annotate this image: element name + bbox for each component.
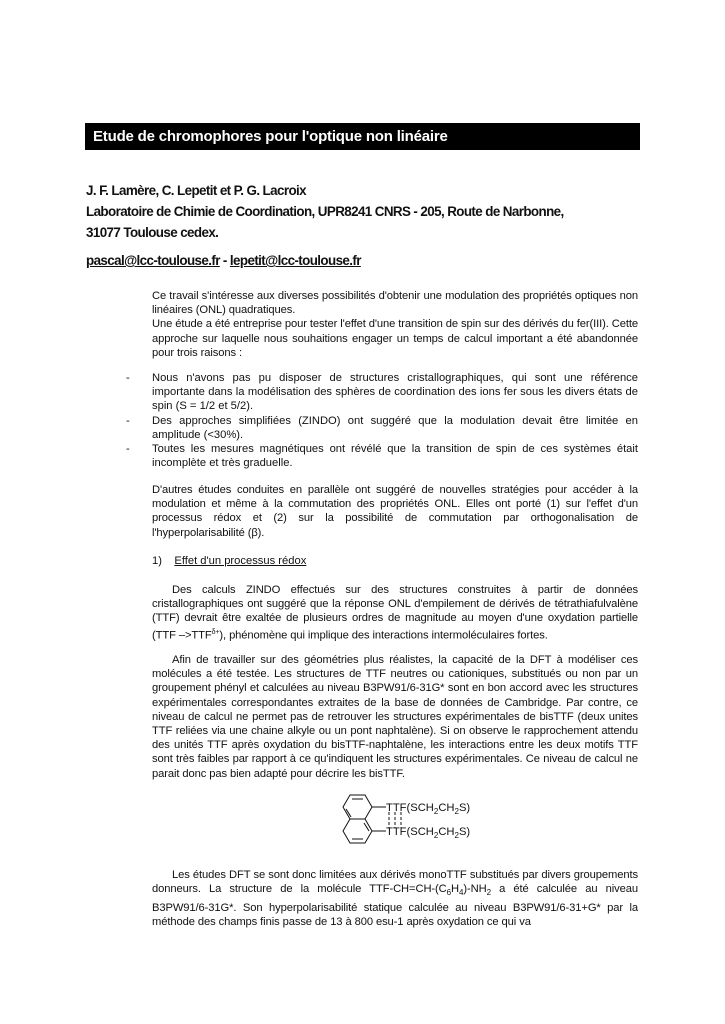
email-separator: - — [219, 253, 230, 268]
document-title-bar — [85, 123, 640, 150]
list-item-text: Toutes les mesures magnétiques ont révélé que la transition de spin de ces systèmes était incomplète et très graduelle. — [152, 443, 638, 470]
bullet-dash: - — [126, 414, 130, 427]
list-item-text: Des approches simplifiées (ZINDO) ont suggéré que la modulation devait être limitée en amplitude (<30%). — [152, 414, 638, 441]
reasons-list — [126, 371, 638, 470]
delta-charge: δ+ — [211, 628, 220, 636]
contact-emails — [86, 253, 361, 268]
subscript: 6 — [446, 888, 452, 898]
section-title: Effet d'un processus rédox — [174, 555, 307, 567]
intro-block — [152, 289, 638, 360]
ttf-cation-label: TTF — [191, 629, 212, 642]
bis-ttf-naphthalene-diagram — [330, 788, 490, 856]
document-title: Etude de chromophores pour l'optique non linéaire — [93, 128, 448, 145]
laboratory-address: Laboratoire de Chimie de Coordination, UPR8241 CNRS - 205, Route de Narbonne, — [86, 204, 564, 219]
laboratory-city: 31077 Toulouse cedex. — [86, 225, 219, 240]
authors-names: J. F. Lamère, C. Lepetit et P. G. Lacroix — [86, 183, 306, 198]
intro-paragraph-2: Une étude a été entreprise pour tester l'effet d'une transition de spin sur des dérivés du fer(III). Cette approche sur laquelle nous souhaitions engager un temps de calcul important a été abandonnée pour trois raisons : — [152, 318, 638, 359]
bullet-dash: - — [126, 443, 130, 456]
section-heading — [152, 555, 306, 567]
email-link-pascal[interactable]: pascal@lcc-toulouse.fr — [86, 253, 220, 268]
zindo-text-end: ), phénomène qui implique des interactions intermoléculaires fortes. — [219, 629, 548, 642]
list-item — [126, 442, 638, 470]
oxidation-arrow: –> — [175, 629, 192, 642]
final-text-4: a été calculée au niveau B3PW91/6-31G*. Son hyperpolarisabilité statique calculée au niveau B3PW91/6-31+G* par la méthode des champs finis passe de 13 à 800 esu-1 après oxydation ce qui va — [152, 883, 638, 928]
list-item — [126, 371, 638, 414]
zindo-paragraph — [152, 583, 638, 643]
list-item-text: Nous n'avons pas pu disposer de structures cristallographiques, qui sont une référence importante dans la modélisation des sphères de coordination des ions fer sous les divers états de spin (S = 1/2 et 5/2). — [152, 372, 638, 413]
molecule-label-top: $TTF(SCH_2CH_2S)$ — [386, 802, 471, 816]
list-item — [126, 414, 638, 442]
dft-paragraph: Afin de travailler sur des géométries plus réalistes, la capacité de la DFT à modéliser ces molécules a été testée. Les structures de TTF neutres ou cationiques, substitués ou non par un groupement phényl et calculées au niveau B3PW91/6-31G* sont en bon accord avec les structures expérimentales correspondantes extraites de la base de données de Cambridge. Par contre, ce niveau de calcul ne permet pas de retrouver les structures expérimentales de bisTTF (deux unites TTF reliées via une chaine alkyle ou un pont naphtalène). Si on observe le rapprochement attendu des unités TTF après oxydation du bisTTF-naphtalène, les interactions entre les deux motifs TTF sont très faibles par rapport à ce qu'indiquent les structures expérimentales. Ce niveau de calcul ne parait donc pas bien adapté pour décrire les bisTTF. — [152, 654, 638, 780]
intro-paragraph-1: Ce travail s'intéresse aux diverses possibilités d'obtenir une modulation des propriétés optiques non linéaires (ONL) quadratiques. — [152, 290, 638, 317]
section-number: 1) — [152, 555, 162, 567]
subscript: 2 — [486, 888, 491, 898]
strategies-paragraph: D'autres études conduites en parallèle ont suggéré de nouvelles stratégies pour accéder à la modulation et même à la commutation des propriétés ONL. Elles ont porté (1) sur l'effet d'un processus rédox et (2) sur la possibilité de commutation par orthogonalisation de l'hyperpolarisabilité (β). — [152, 484, 638, 539]
bullet-dash: - — [126, 372, 130, 384]
ttf-label: TTF — [155, 629, 176, 642]
zindo-text: Des calculs ZINDO effectués sur des structures construites à partir de données cristallographiques ont suggéré que la réponse ONL d'empilement de dérivés de tétrathiafulvalène (TTF) devrait être exaltée de plusieurs ordres de magnitude au moyen d'une oxydation partielle ( — [152, 584, 638, 642]
subscript: 4 — [459, 888, 464, 898]
email-link-lepetit[interactable]: lepetit@lcc-toulouse.fr — [229, 253, 361, 268]
final-text-2: H — [451, 883, 459, 896]
final-text-1: Les études DFT se sont donc limitées aux dérivés monoTTF substitués par divers groupements donneurs. La structure de la molécule TTF-CH=CH-(C — [152, 869, 638, 896]
authors-block — [86, 180, 646, 243]
molecule-label-bottom: $TTF(SCH_2CH_2S)$ — [386, 826, 471, 840]
final-paragraph — [152, 868, 638, 929]
final-text-3: )-NH — [463, 883, 487, 896]
